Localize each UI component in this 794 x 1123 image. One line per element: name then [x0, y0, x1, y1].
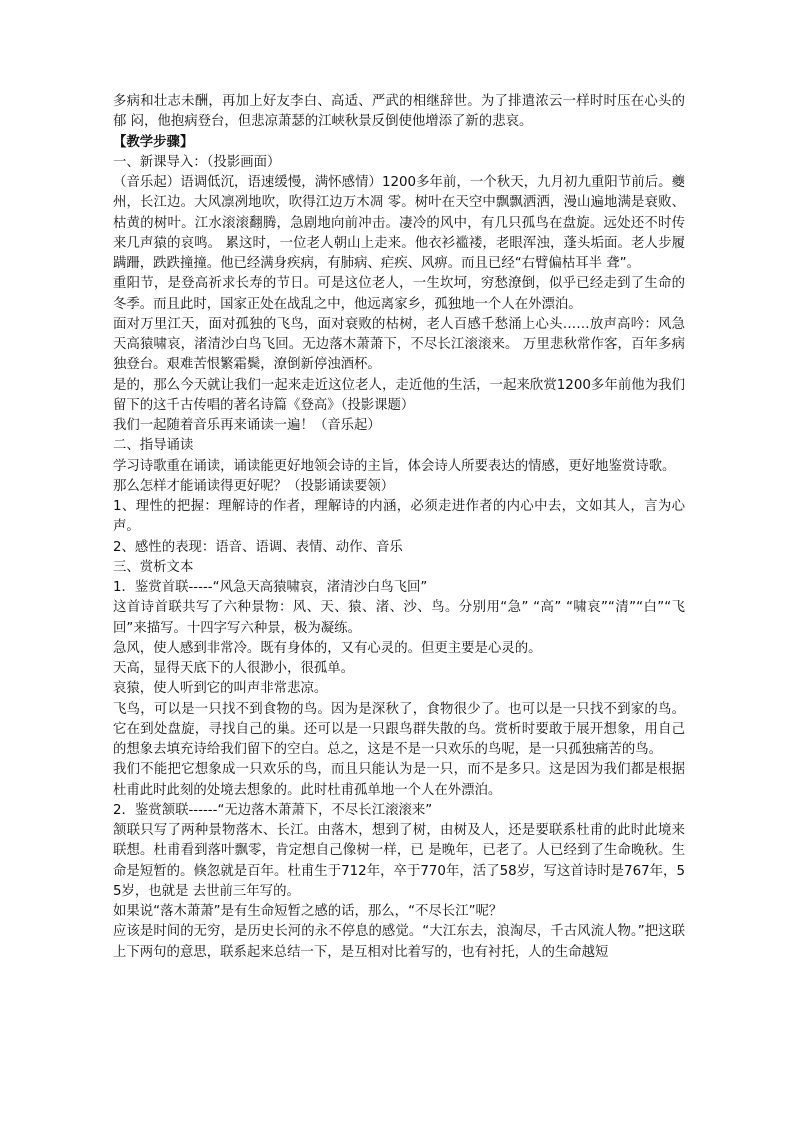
- paragraph-falling-leaves: 颔联只写了两种景物落木、长江。由落木，想到了树，由树及人，还是要联系杜甫的此时此境来联想。杜甫看到落叶飘零，肯定想自己像树一样，已 是晚年，已老了。人已经到了生命晚秋。生命是短暂的。倏忽就是百年。杜甫生于712年，卒于770年，活了58岁，写这首诗时是767年，55岁，也就是 去世前三年写的。: [113, 823, 685, 899]
- paragraph-poem-recital: 面对万里江天，面对孤独的飞鸟，面对衰败的枯树，老人百感千愁涌上心头……放声高吟：风急天高猿啸哀，渚清沙白鸟飞回。无边落木萧萧下，不尽长江滚滚来。 万里悲秋常作客，百年多病独登台。艰难苦恨繁霜鬓，潦倒新停浊酒杯。: [113, 316, 685, 373]
- paragraph-lesson-title: 是的，那么今天就让我们一起来走近这位老人，走近他的生活，一起来欣赏1200多年前他为我们留下的这千古传唱的著名诗篇《登高》（投影课题）: [113, 377, 685, 413]
- paragraph-swift-wind: 急风，使人感到非常冷。既有身体的，又有心灵的。但更主要是心灵的。: [113, 640, 542, 656]
- paragraph-flying-bird: 飞鸟，可以是一只找不到食物的鸟。因为是深秋了，食物很少了。也可以是一只找不到家的鸟。它在到处盘旋，寻找自己的巢。还可以是一只跟鸟群失散的鸟。赏析时要敢于展开想象，用自己的想象去填充诗给我们留下的空白。总之，这是不是一只欢乐的鸟呢，是一只孤独痛苦的鸟。: [113, 701, 685, 757]
- paragraph-six-scenes: 这首诗首联共写了六种景物：风、天、猿、渚、沙、鸟。分别用“急” “高” “啸哀”“清”“白”“飞回”来描写。十四字写六种景，极为凝练。: [113, 600, 685, 636]
- paragraph-endless-river-question: 如果说“落木萧萧”是有生命短暂之感的话，那么，“不尽长江”呢？: [113, 904, 503, 919]
- document-page: [113, 92, 685, 963]
- paragraph-read-together: 我们一起随着音乐再来诵读一遍！（音乐起）: [113, 418, 381, 433]
- paragraph-reading-importance: 学习诗歌重在诵读，诵读能更好地领会诗的主旨，体会诗人所要表达的情感，更好地鉴赏诗歌。: [113, 458, 676, 474]
- paragraph-wailing-ape: 哀猿，使人听到它的叫声非常悲凉。: [113, 681, 328, 697]
- section-heading-text-analysis: 三、赏析文本: [113, 559, 194, 575]
- paragraph-double-ninth: 重阳节，是登高祈求长寿的节日。可是这位老人，一生坎坷，穷愁潦倒，似乎已经走到了生命的冬季。而且此时，国家正处在战乱之中，他远离家乡，孤独地一个人在外漂泊。: [113, 276, 685, 312]
- paragraph-lonely-bird: 我们不能把它想象成一只欢乐的鸟，而且只能认为是一只，而不是多只。这是因为我们都是根据杜甫此时此刻的处境去想象的。此时杜甫孤单地一个人在外漂泊。: [113, 762, 685, 798]
- paragraph-scene-description: （音乐起）语调低沉，语速缓慢，满怀感情）1200多年前，一个秋天，九月初九重阳节前后。夔州，长江边。大风凛冽地吹，吹得江边万木凋 零。树叶在天空中飘飘洒洒，漫山遍地满是衰败、枯黄的树叶。江水滚滚翻腾，急剧地向前冲击。凄冷的风中，有几只孤鸟在盘旋。远处还不时传来几声猿的哀鸣。 累这时，一位老人朝山上走来。他衣衫褴褛，老眼浑浊，蓬头垢面。老人步履蹒跚，跌跌撞撞。他已经满身疾病，有肺病、疟疾、风痹。而且已经“右臂偏枯耳半 聋”。: [113, 175, 685, 271]
- paragraph-high-sky: 天高，显得天底下的人很渺小，很孤单。: [113, 661, 355, 676]
- section-heading-guided-reading: 二、指导诵读: [113, 438, 194, 454]
- subheading-first-couplet: 1．鉴赏首联-----“风急天高猿啸哀，渚清沙白鸟飞回”: [113, 580, 428, 595]
- list-item-perceptual: 2、感性的表现：语音、语调、表情、动作、音乐: [113, 539, 403, 555]
- section-heading-teaching-steps: 【教学步骤】: [113, 134, 194, 150]
- subheading-second-couplet: 2．鉴赏颔联------“无边落木萧萧下，不尽长江滚滚来”: [113, 802, 433, 818]
- paragraph-endless-river-answer: 应该是时间的无穷，是历史长河的永不停息的感觉。“大江东去，浪淘尽，千古风流人物。”把这联上下两句的意思，联系起来总结一下，是互相对比着写的，也有衬托，人的生命越短: [113, 924, 685, 960]
- section-heading-new-lesson: 一、新课导入：（投影画面）: [113, 154, 281, 170]
- paragraph-intro-background: 多病和壮志未酬，再加上好友李白、高适、严武的相继辞世。为了排遣浓云一样时时压在心头的郁 闷，他抱病登台，但悲凉萧瑟的江峡秋景反倒使他增添了新的悲哀。: [113, 94, 685, 130]
- paragraph-reading-question: 那么怎样才能诵读得更好呢？（投影诵读要领）: [113, 478, 395, 494]
- list-item-rational: 1、理性的把握：理解诗的作者，理解诗的内涵，必须走进作者的内心中去，文如其人，言为心声。: [113, 499, 685, 535]
